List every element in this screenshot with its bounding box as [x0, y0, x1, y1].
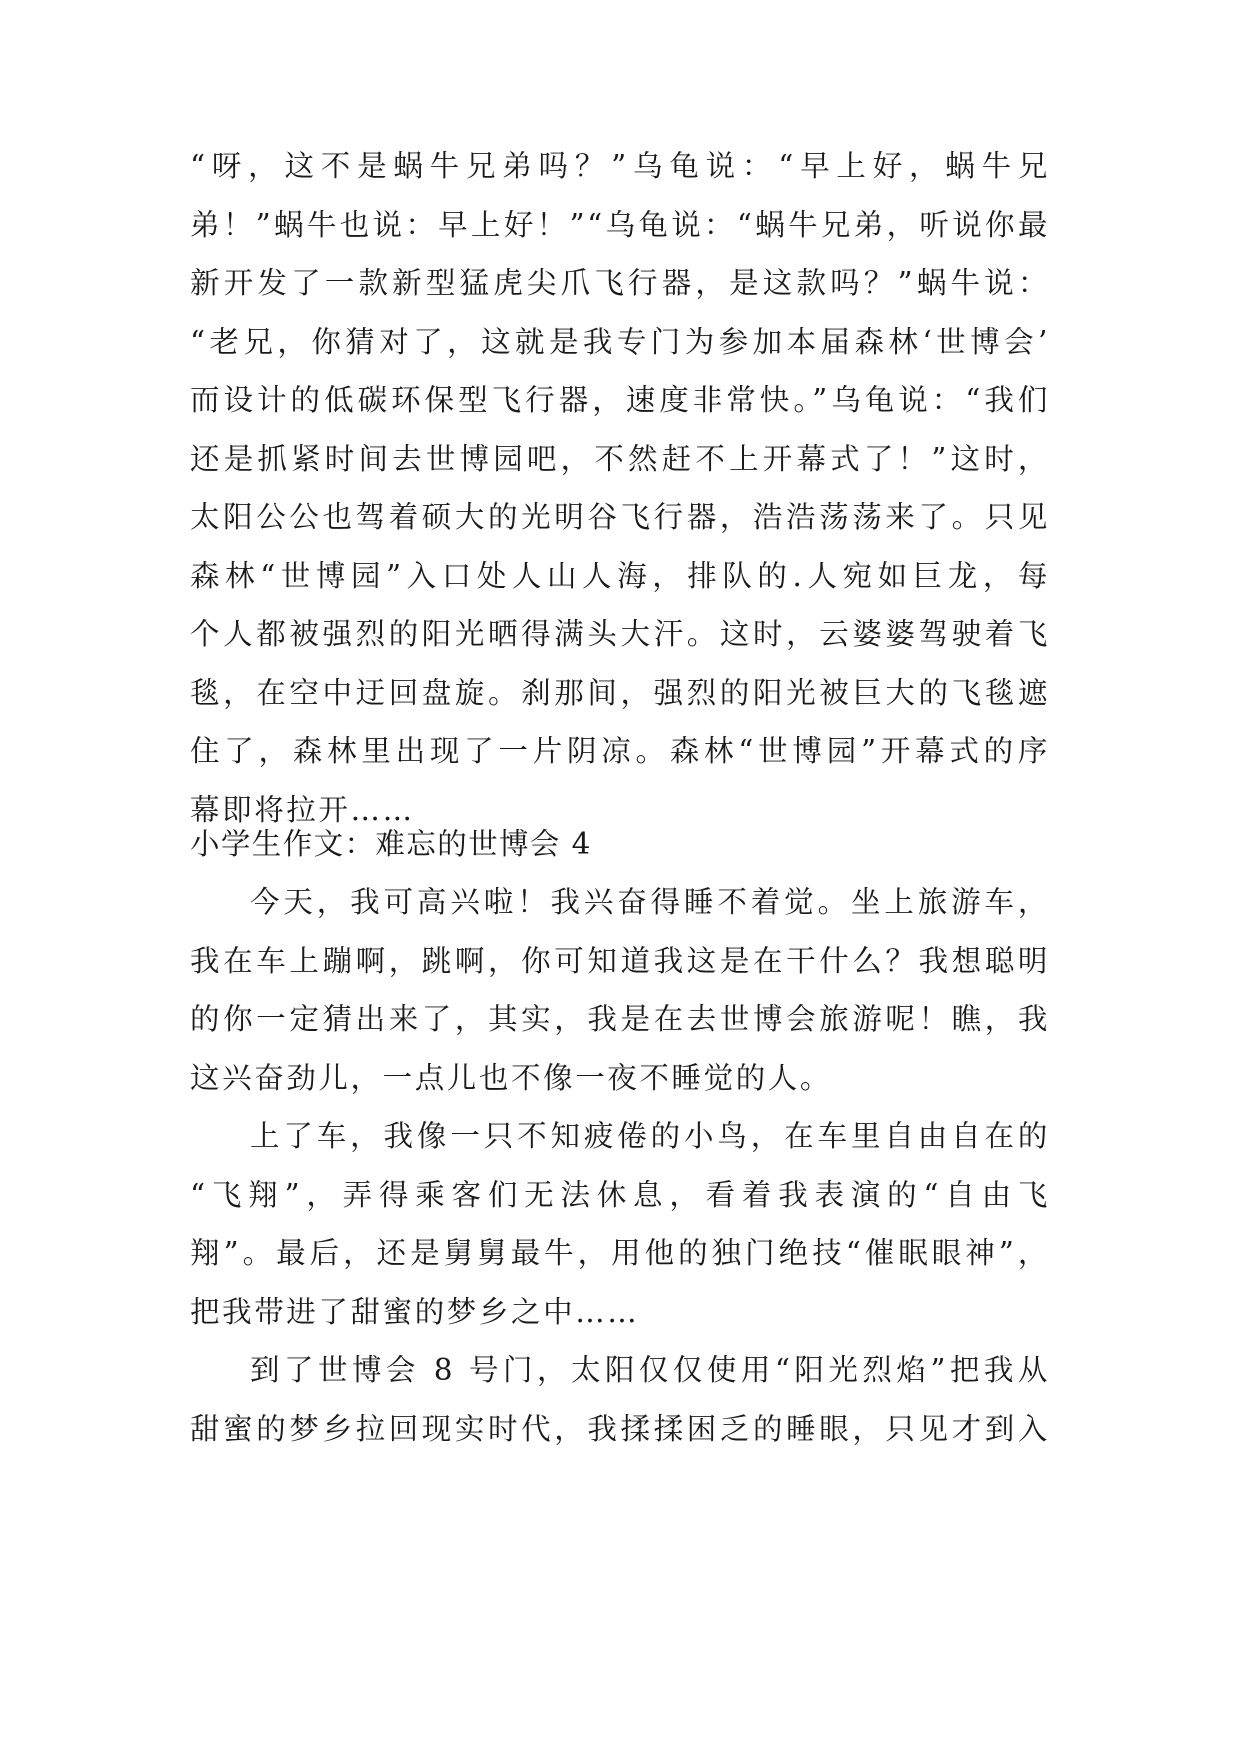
- text-line: 还是抓紧时间去世博园吧，不然赶不上开幕式了！”这时，: [190, 441, 1050, 476]
- essay-heading: 小学生作文：难忘的世博会 4: [190, 827, 592, 861]
- text-line: “老兄，你猜对了，这就是我专门为参加本届森林‘世博会’: [190, 324, 1050, 359]
- text-line: 的你一定猜出来了，其实，我是在去世博会旅游呢！瞧，我: [190, 1002, 1050, 1036]
- text-line: 翔”。最后，还是舅舅最牛，用他的独门绝技“催眠眼神”，: [190, 1236, 1050, 1270]
- text-line: 弟！”蜗牛也说：早上好！”“乌龟说：“蜗牛兄弟，听说你最: [190, 207, 1050, 242]
- text-line: 今天，我可高兴啦！我兴奋得睡不着觉。坐上旅游车，: [250, 885, 1050, 919]
- text-line: 上了车，我像一只不知疲倦的小鸟，在车里自由自在的: [250, 1119, 1050, 1153]
- text-line: 森林“世博园”入口处人山人海，排队的.人宛如巨龙，每: [190, 558, 1050, 593]
- paragraph: [190, 873, 1050, 1107]
- text-line: 甜蜜的梦乡拉回现实时代，我揉揉困乏的睡眼，只见才到入: [190, 1411, 1050, 1446]
- text-line: 把我带进了甜蜜的梦乡之中……: [190, 1294, 640, 1329]
- document-page: [190, 0, 1050, 1754]
- text-line: 个人都被强烈的阳光晒得满头大汗。这时，云婆婆驾驶着飞: [190, 617, 1050, 651]
- essay-body: [190, 873, 1050, 1458]
- paragraph: [190, 1341, 1050, 1458]
- text-line: 住了，森林里出现了一片阴凉。森林“世博园”开幕式的序: [190, 734, 1050, 768]
- text-line: “飞翔”，弄得乘客们无法休息，看着我表演的“自由飞: [190, 1177, 1050, 1212]
- text-line: 新开发了一款新型猛虎尖爪飞行器，是这款吗？”蜗牛说：: [190, 266, 1050, 300]
- text-line: 而设计的低碳环保型飞行器，速度非常快。”乌龟说：“我们: [190, 383, 1050, 417]
- text-line: 我在车上蹦啊，跳啊，你可知道我这是在干什么？我想聪明: [190, 943, 1050, 978]
- text-line: 毯，在空中迂回盘旋。刹那间，强烈的阳光被巨大的飞毯遮: [190, 675, 1050, 710]
- text-line: 幕即将拉开……: [190, 792, 415, 827]
- text-line: 到了世博会 8 号门，太阳仅仅使用“阳光烈焰”把我从: [250, 1353, 1050, 1387]
- text-line: “呀，这不是蜗牛兄弟吗？”乌龟说：“早上好，蜗牛兄: [190, 149, 1050, 183]
- paragraph: [190, 1107, 1050, 1341]
- essay-heading-block: [190, 815, 1050, 874]
- text-line: 太阳公公也驾着硕大的光明谷飞行器，浩浩荡荡来了。只见: [190, 500, 1050, 534]
- story-continuation: [190, 137, 1050, 839]
- text-line: 这兴奋劲儿，一点儿也不像一夜不睡觉的人。: [190, 1060, 833, 1095]
